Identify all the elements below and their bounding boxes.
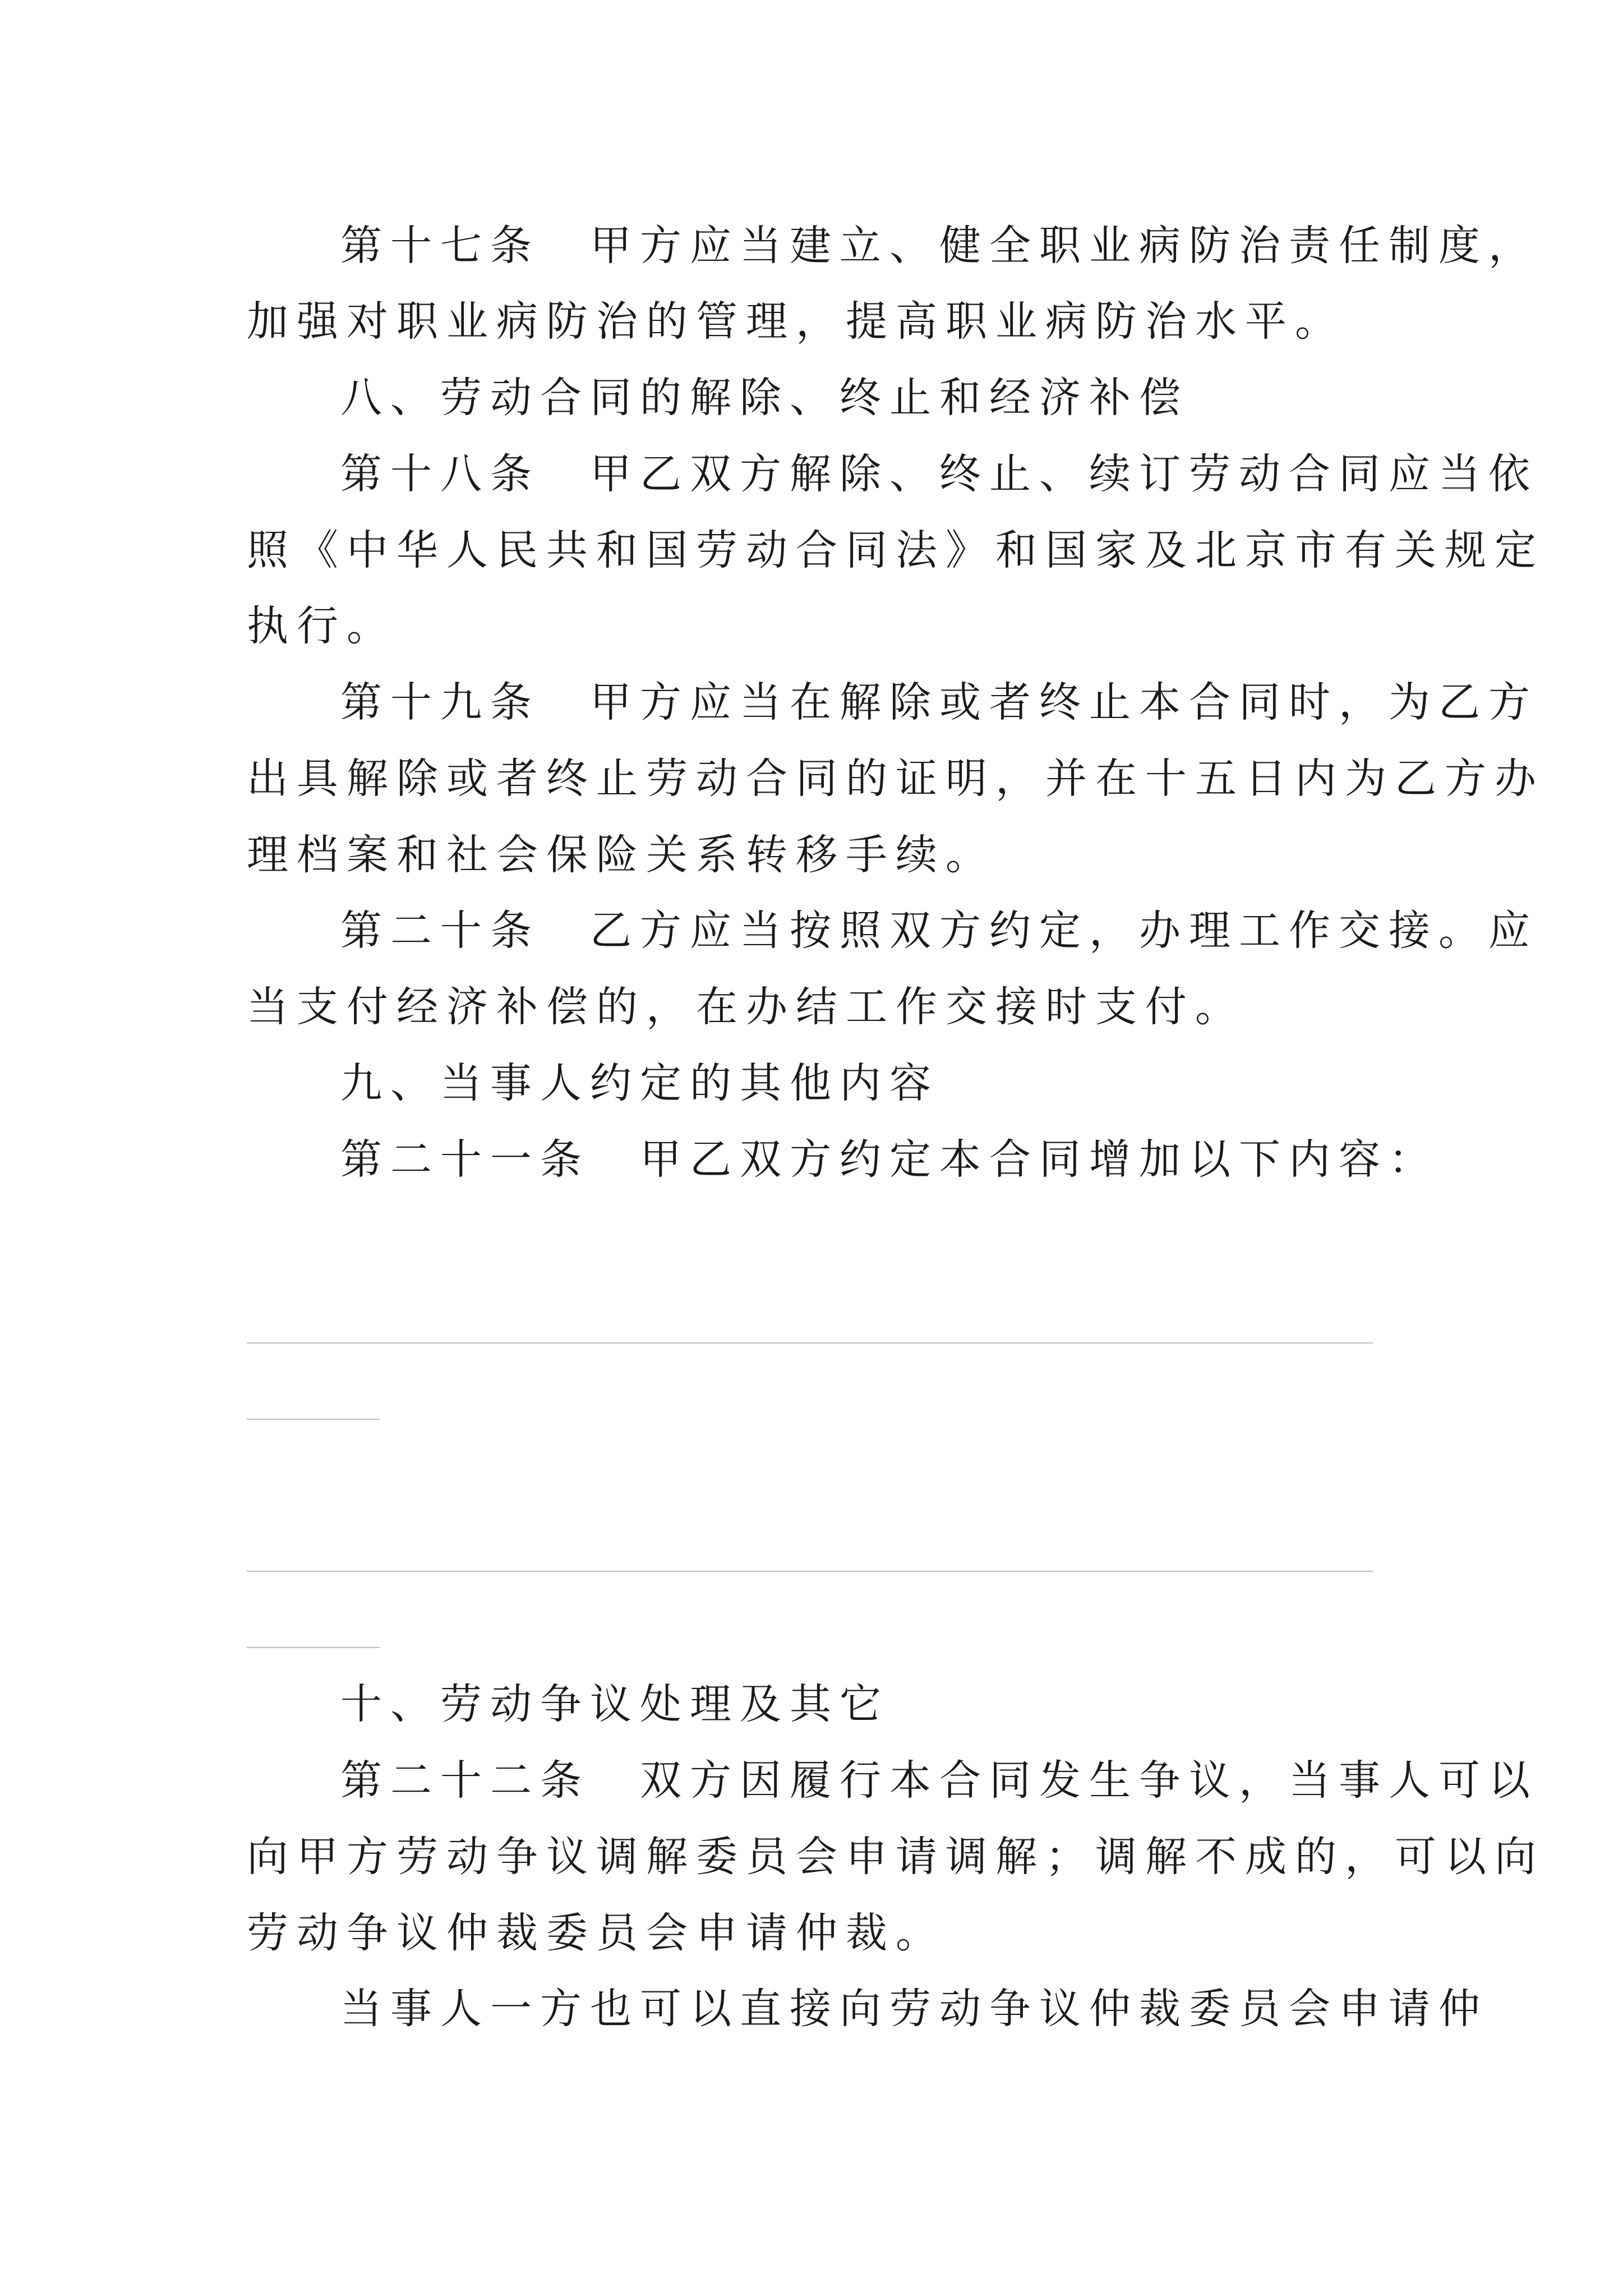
section-10-heading: 十、劳动争议处理及其它 xyxy=(340,1680,889,1728)
article-18-line-3: 执行。 xyxy=(247,602,396,650)
paragraph-line: 当事人一方也可以直接向劳动争议仲裁委员会申请仲 xyxy=(340,1985,1488,2033)
article-18-line-1: 第十八条 甲乙双方解除、终止、续订劳动合同应当依 xyxy=(340,450,1538,498)
article-22-line-3: 劳动争议仲裁委员会申请仲裁。 xyxy=(247,1909,946,1957)
section-9-heading: 九、当事人约定的其他内容 xyxy=(340,1059,939,1107)
article-19-line-2: 出具解除或者终止劳动合同的证明，并在十五日内为乙方办 xyxy=(247,754,1544,803)
blank-fill-line xyxy=(247,1342,1373,1343)
article-21-line-1: 第二十一条 甲乙双方约定本合同增加以下内容： xyxy=(340,1135,1438,1184)
blank-fill-line xyxy=(247,1647,380,1648)
article-18-line-2: 照《中华人民共和国劳动合同法》和国家及北京市有关规定 xyxy=(247,526,1544,574)
article-20-line-1: 第二十条 乙方应当按照双方约定，办理工作交接。应 xyxy=(340,907,1538,955)
article-19-line-1: 第十九条 甲方应当在解除或者终止本合同时，为乙方 xyxy=(340,678,1538,726)
blank-fill-line xyxy=(247,1571,1373,1572)
article-19-line-3: 理档案和社会保险关系转移手续。 xyxy=(247,831,995,879)
article-22-line-2: 向甲方劳动争议调解委员会申请调解；调解不成的，可以向 xyxy=(247,1833,1544,1881)
article-20-line-2: 当支付经济补偿的，在办结工作交接时支付。 xyxy=(247,983,1245,1031)
article-17-line-1: 第十七条 甲方应当建立、健全职业病防治责任制度， xyxy=(340,222,1538,270)
blank-fill-line xyxy=(247,1419,380,1420)
article-22-line-1: 第二十二条 双方因履行本合同发生争议，当事人可以 xyxy=(340,1756,1538,1805)
section-8-heading: 八、劳动合同的解除、终止和经济补偿 xyxy=(340,374,1189,422)
article-17-line-2: 加强对职业病防治的管理，提高职业病防治水平。 xyxy=(247,297,1345,346)
